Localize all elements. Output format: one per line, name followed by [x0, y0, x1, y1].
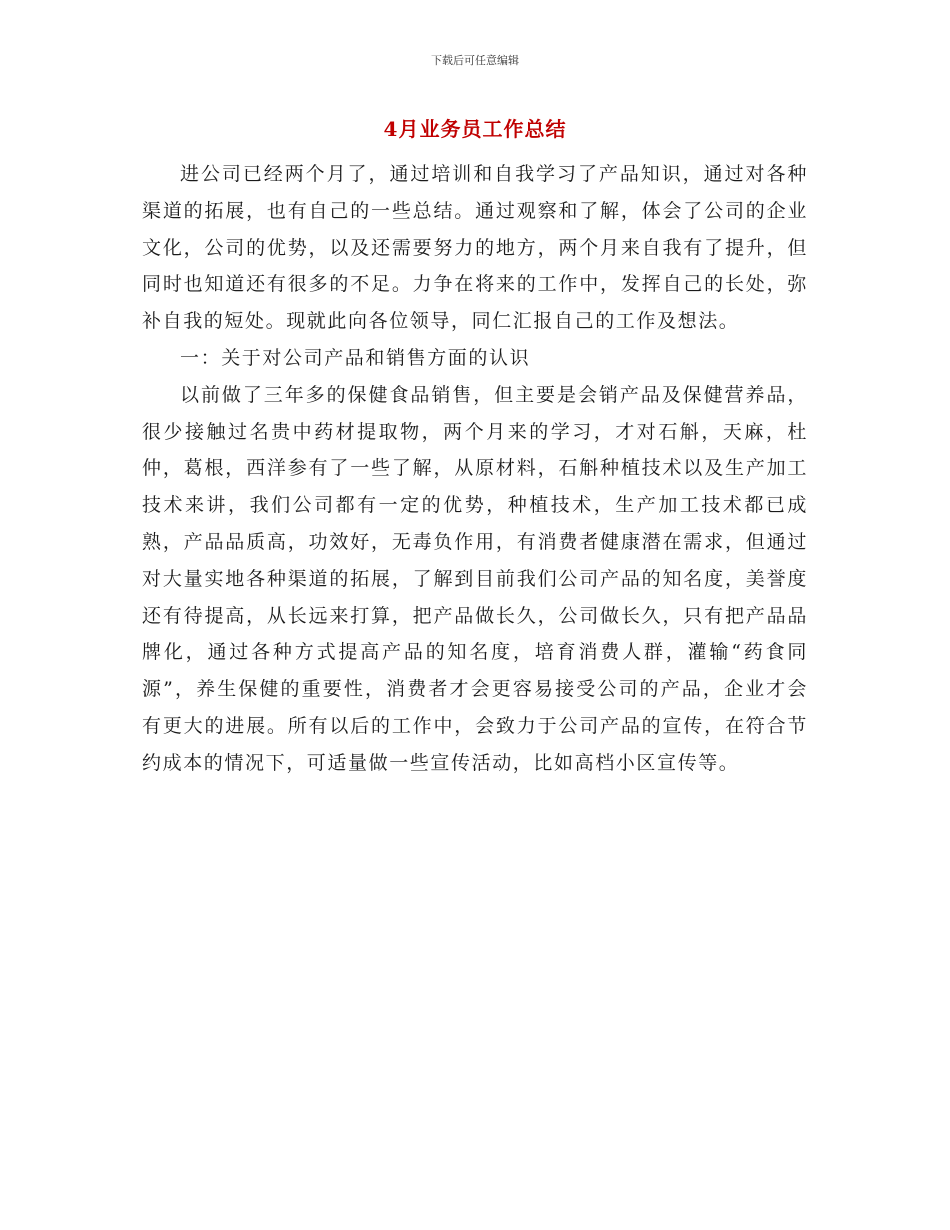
- header-note: 下载后可任意编辑: [431, 54, 519, 67]
- document-title: 4月业务员工作总结: [383, 117, 567, 141]
- paragraph-product-sales: 以前做了三年多的保健食品销售，但主要是会销产品及保健营养品，很少接触过名贵中药材提取物，两个月来的学习，才对石斛，天麻，杜仲，葛根，西洋参有了一些了解，从原材料，石斛种植技术以及生产加工技术来讲，我们公司都有一定的优势，种植技术，生产加工技术都已成熟，产品品质高，功效好，无毒负作用，有消费者健康潜在需求，但通过对大量实地各种渠道的拓展，了解到目前我们公司产品的知名度，美誉度还有待提高，从长远来打算，把产品做长久，公司做长久，只有把产品品牌化，通过各种方式提高产品的知名度，培育消费人群，灌输“药食同源”，养生保健的重要性，消费者才会更容易接受公司的产品，企业才会有更大的进展。所有以后的工作中，会致力于公司产品的宣传，在符合节约成本的情况下，可适量做一些宣传活动，比如高档小区宣传等。: [142, 383, 808, 774]
- paragraph-intro: 进公司已经两个月了，通过培训和自我学习了产品知识，通过对各种渠道的拓展，也有自己的一些总结。通过观察和了解，体会了公司的企业文化，公司的优势，以及还需要努力的地方，两个月来自我有了提升，但同时也知道还有很多的不足。力争在将来的工作中，发挥自己的长处，弥补自我的短处。现就此向各位领导，同仁汇报自己的工作及想法。: [142, 163, 808, 333]
- section-heading: 一：关于对公司产品和销售方面的认识: [180, 346, 531, 369]
- document-body: [142, 156, 808, 782]
